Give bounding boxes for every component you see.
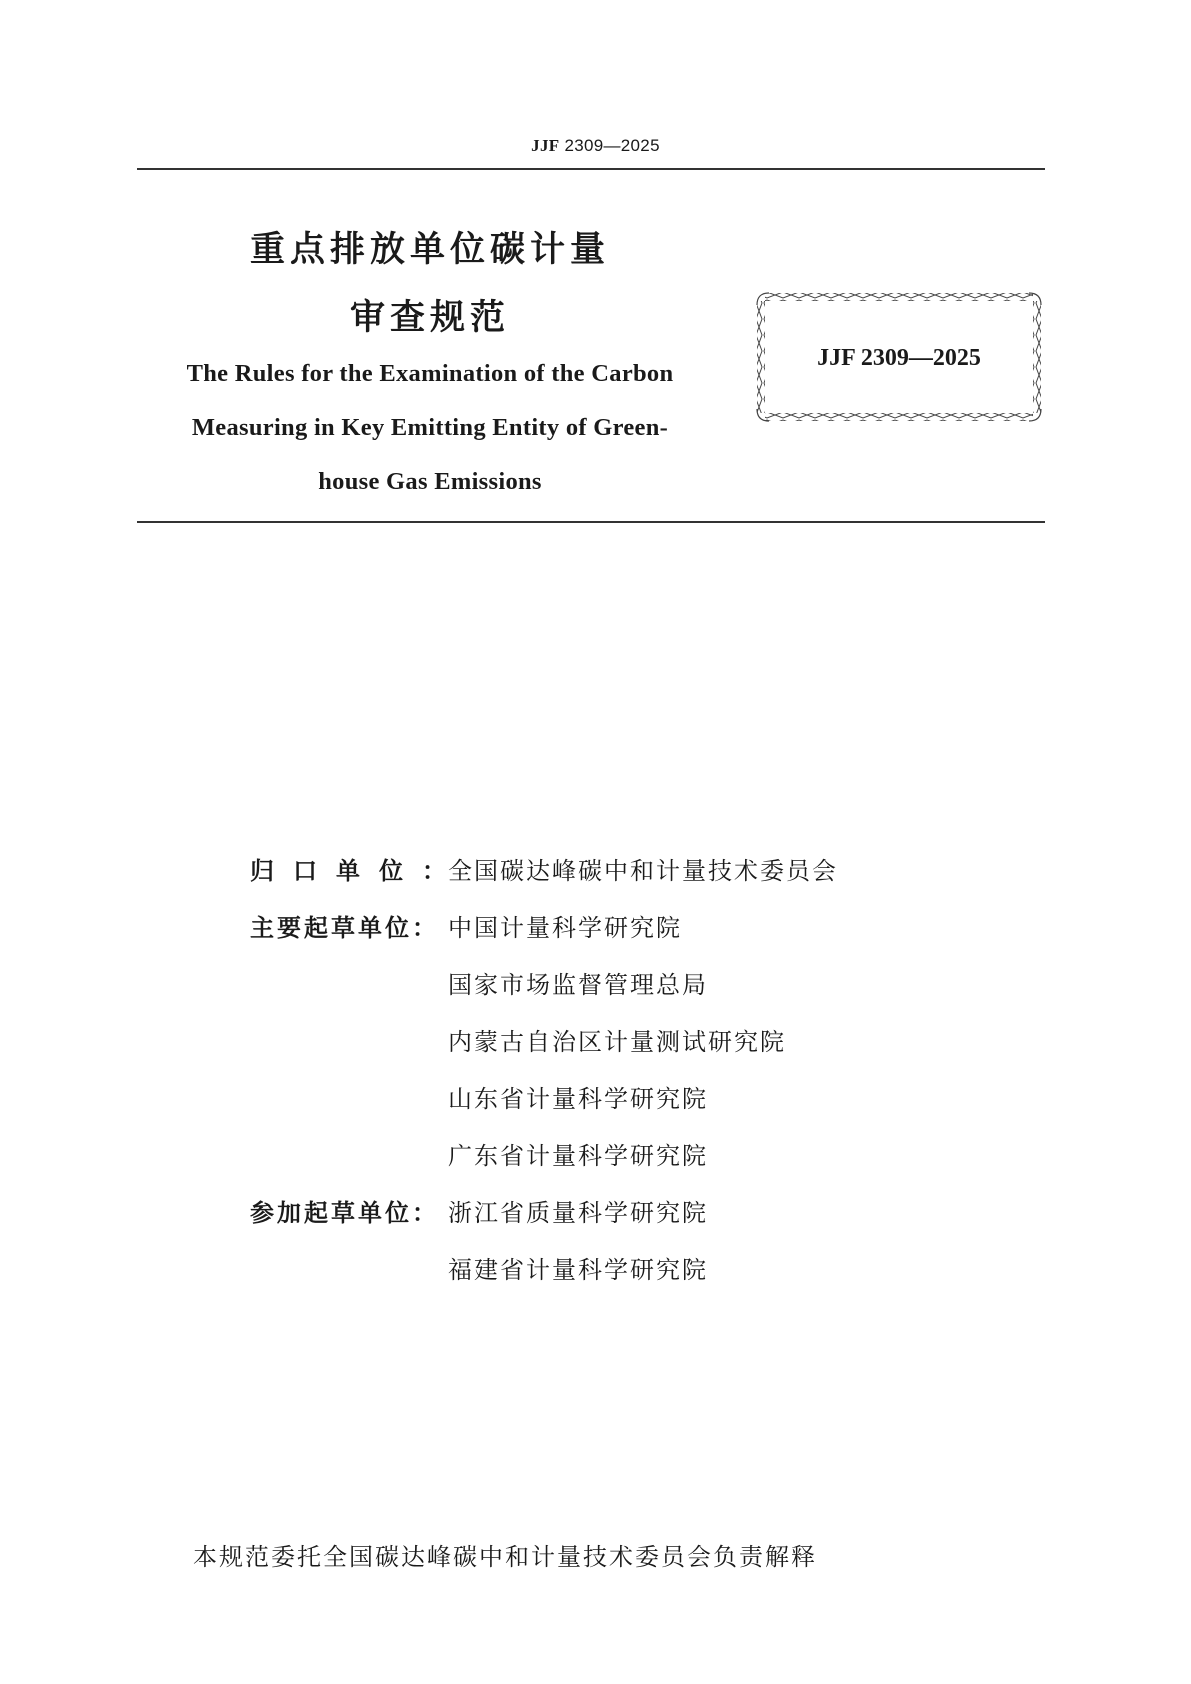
title-en-line2: Measuring in Key Emitting Entity of Green- — [191, 414, 669, 441]
main-drafting-unit-1: 中国计量科学研究院 — [448, 914, 682, 942]
participating-unit-1: 浙江省质量科学研究院 — [448, 1199, 708, 1227]
title-en-line3: house Gas Emissions — [318, 468, 542, 495]
participating-unit-2: 福建省计量科学研究院 — [448, 1256, 708, 1284]
responsible-unit-value: 全国碳达峰碳中和计量技术委员会 — [448, 857, 838, 885]
top-rule — [137, 168, 1045, 170]
title-en-line1: The Rules for the Examination of the Carbon — [186, 360, 674, 387]
main-drafting-unit-4: 山东省计量科学研究院 — [448, 1085, 708, 1113]
standard-code-box — [755, 291, 1043, 423]
header-code-prefix: JJF — [531, 136, 560, 155]
title-zh-line2: 审查规范 — [349, 298, 510, 338]
header-standard-code — [0, 136, 1191, 156]
standard-code: JJF 2309—2025 — [817, 345, 981, 371]
main-drafting-unit-3: 内蒙古自治区计量测试研究院 — [448, 1028, 786, 1056]
main-drafting-label: 主要起草单位： — [250, 914, 439, 942]
bottom-rule — [137, 521, 1045, 523]
participating-drafting-label: 参加起草单位： — [250, 1199, 439, 1227]
main-drafting-unit-2: 国家市场监督管理总局 — [448, 971, 708, 999]
interpretation-note: 本规范委托全国碳达峰碳中和计量技术委员会负责解释 — [193, 1543, 817, 1571]
responsible-unit-label: 归口单位： — [250, 857, 465, 885]
header-code-number: 2309—2025 — [564, 136, 660, 155]
title-zh-line1: 重点排放单位碳计量 — [249, 230, 610, 270]
main-drafting-unit-5: 广东省计量科学研究院 — [448, 1142, 708, 1170]
